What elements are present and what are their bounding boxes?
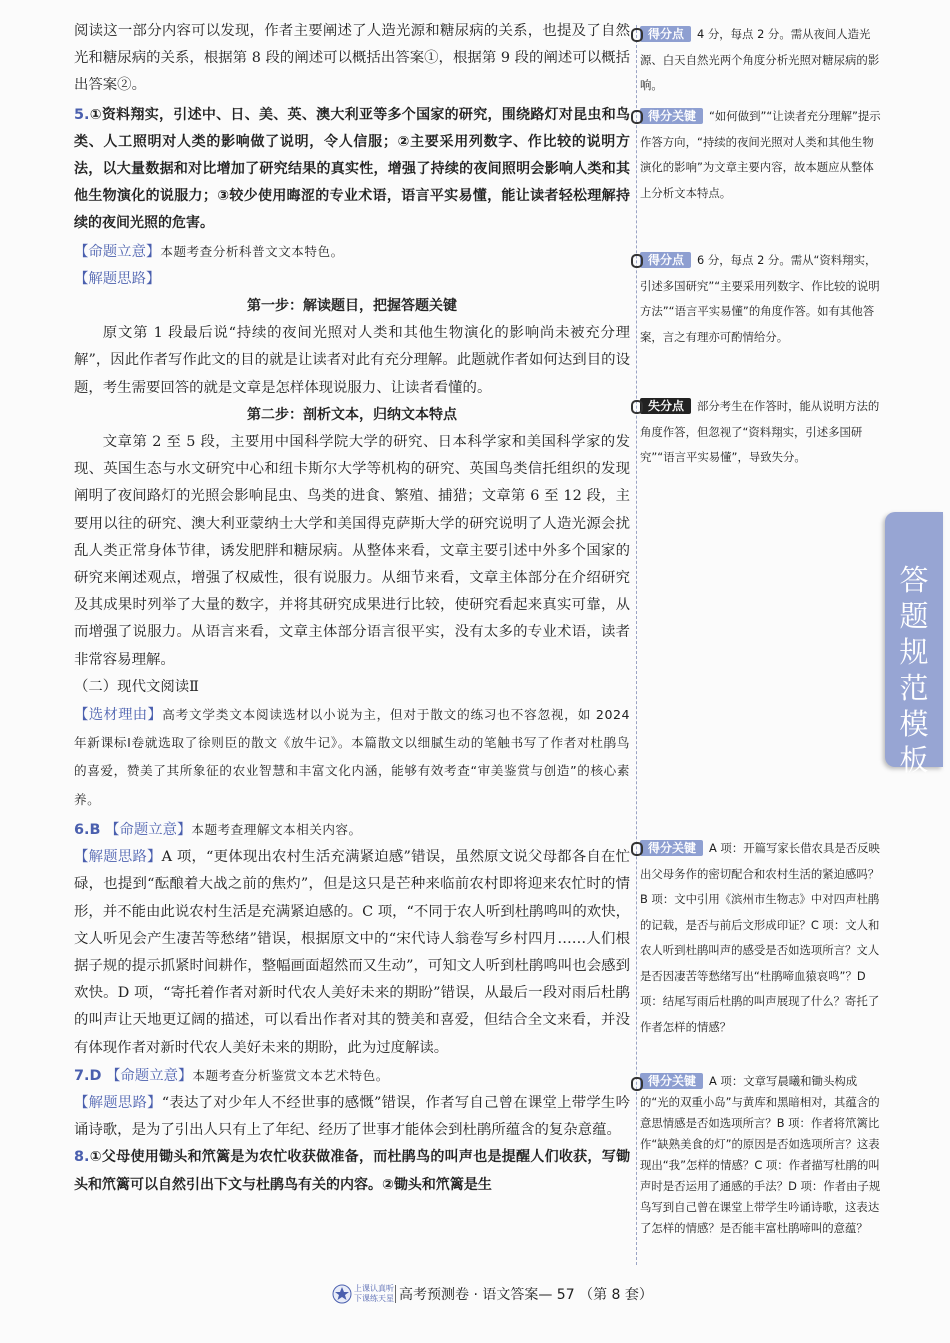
side-note-4 [640,394,885,471]
q6-header [74,816,630,844]
note-label: 得分关键 [640,840,703,856]
footer-separator [395,1285,396,1303]
q8-answer-text: ①父母使用锄头和笊篱是为农忙收获做准备，而杜鹃鸟的叫声也是提醒人们收获，写锄头和笊篱可以自然引出下文与杜鹃鸟有关的内容。②锄头和笊篱是生 [74,1149,630,1193]
side-note-3 [640,248,885,350]
note-text: A 项：文章写晨曦和锄头构成的“光的双重小岛”与黄库和黑暗相对，其蕴含的意思情感是否如选项所言？B 项：作者将笊篱比作“缺熟美食的灯”的原因是否如选项所言？这表现出“我”怎样的情感？C 项：作者描写杜鹃的叫声时是否运用了通感的手法？D 项：作者由子规鸟写到自己曾在课堂上带学生吟诵诗歌，这表达了怎样的情感？是否能丰富杜鹃啼叫的意蕴？ [640,1074,881,1235]
note-label: 失分点 [640,398,691,414]
side-note-5 [640,836,885,1040]
q6-intent-tag: 【命题立意】 [105,821,192,838]
q5-idea-tag: 【解题思路】 [74,270,161,287]
template-side-tab [885,512,943,777]
binder-clip-icon [631,254,643,268]
q6-idea-text: A 项，“更体现出农村生活充满紧迫感”错误，虽然原文说父母都各自在忙碌，也提到“酝酿着大战之前的焦灼”，但是这只是芒种来临前农村即将迎来农忙时的情形，并不能由此说农村生活是充满紧迫感的。C 项，“不同于农人听到杜鹃鸣叫的欢快，文人听见会产生凄苦等愁绪”错误，根据原文中的“宋代诗人翁卷写乡村四月……人们根据子规的提示抓紧时间耕作，整幅画面超然而又生动”，可知文人听到杜鹃鸣叫也会感到欢快。D 项，“寄托着作者对新时代农人美好未来的期盼”错误，从最后一段对雨后杜鹃的叫声让天地更辽阔的描述，可以看出作者对其的赞美和喜爱，但结合全文来看，并没有体现作者对新时代农人美好未来的期盼，此为过度解读。 [74,849,630,1056]
logo-line-2: 下课练天星 [354,1294,394,1303]
step2-title: 第二步：剖析文本，归纳文本特点 [247,406,457,423]
footer-page-info: 高考预测卷 · 语文答案— 57 （第 8 套） [399,1287,653,1303]
star-logo-icon [332,1284,352,1304]
step2-text: 文章第 2 至 5 段，主要用中国科学院大学的研究、日本科学家和美国科学家的发现、英国生态与水文研究中心和纽卡斯尔大学等机构的研究、英国鸟类信托组织的发现阐明了夜间路灯的光照会影响昆虫、鸟类的进食、繁殖、捕猎；文章第 6 至 12 段，主要用以往的研究、澳大利亚蒙纳士大学和美国得克萨斯大学的研究说明了人造光源会扰乱人类正常身体节律，诱发肥胖和糖尿病。从整体来看，文章主要引述中外多个国家的研究来阐述观点，增强了权威性，很有说服力。从细节来看，文章主体部分在介绍研究及其成果时列举了大量的数字，并将其研究成果进行比较，使研究看起来真实可靠，从而增强了说服力。从语言来看，文章主体部分语言很平实，没有太多的专业术语，读者非常容易理解。 [74,434,630,668]
binder-clip-icon [631,28,643,42]
binder-clip-icon [631,110,643,124]
q7-number: 7.D [74,1067,102,1084]
q6-idea [74,844,630,1062]
page-footer [0,1282,950,1312]
note-label: 得分点 [640,252,691,268]
q5-intent-tag: 【命题立意】 [74,243,161,260]
q5-intent [74,238,630,266]
side-note-2 [640,104,885,206]
q5-answer [74,102,630,238]
note-text: A 项：开篇写家长借农具是否反映出父母务作的密切配合和农村生活的紧迫感吗？B 项：文中引用《滨州市生物志》中对四声杜鹃的记载，是否与前后文形成印证？C 项：文人和农人听到杜鹃叫声的感受是否如选项所言？文人是否因凄苦等愁绪写出“杜鹃啼血猿哀鸣”？D 项：结尾写雨后杜鹃的叫声展现了什么？寄托了作者怎样的情感？ [640,841,880,1034]
q7-idea-text: “表达了对少年人不经世事的感慨”错误，作者写自己曾在课堂上带学生吟诵诗歌，是为了引出人只有上了年纪、经历了世事才能体会到杜鹃所蕴含的复杂意蕴。 [74,1094,630,1139]
note-label: 得分关键 [640,1073,703,1089]
note-label: 得分点 [640,26,691,42]
binder-clip-icon [631,1077,643,1091]
q7-header [74,1062,630,1090]
note-text: 部分考生在作答时，能从说明方法的角度作答，但忽视了“资料翔实，引述多国研究”“语言平实易懂”，导致失分。 [640,399,880,464]
footer-logo-text [354,1284,394,1304]
binder-clip-icon [631,400,643,414]
q5-intent-text: 本题考查分析科普文文本特色。 [160,243,344,259]
answer-column [74,18,630,1199]
note-label: 得分关键 [640,108,703,124]
side-note-6 [640,1071,885,1239]
binder-clip-icon [631,842,643,856]
q7-idea-tag: 【解题思路】 [74,1094,162,1111]
side-note-1 [640,22,885,99]
q6-idea-tag: 【解题思路】 [74,849,162,866]
q7-intent-tag: 【命题立意】 [106,1067,193,1084]
reason [74,701,630,814]
q7-idea [74,1090,630,1144]
q5-answer-text: ①资料翔实，引述中、日、美、英、澳大利亚等多个国家的研究，围绕路灯对昆虫和鸟类、人工照明对人类的影响做了说明，令人信服；②主要采用列数字、作比较的说明方法，以大量数据和对比增加了研究结果的真实性，增强了持续的夜间照明会影响人类和其他生物演化的说服力；③较少使用晦涩的专业术语，语言平实易懂，能让读者轻松理解持续的夜间光照的危害。 [74,106,630,232]
side-tab-label: 答题规范模板 [899,563,929,777]
reason-text: 高考文学类文本阅读选材以小说为主，但对于散文的练习也不容忽视，如 2024 年新课标Ⅰ卷就选取了徐则臣的散文《放牛记》。本篇散文以细腻生动的笔触书写了作者对杜鹃鸟的喜爱，赞美了其所象征的农业智慧和丰富文化内涵，能够有效考查“审美鉴赏与创造”的核心素养。 [74,707,630,807]
q6-intent-text: 本题考查理解文本相关内容。 [191,821,362,837]
logo-line-1: 上课认真听 [354,1284,394,1293]
paragraph-intro: 阅读这一部分内容可以发现，作者主要阐述了人造光源和糖尿病的关系，也提及了自然光和糖尿病的关系，根据第 8 段的阐述可以概括出答案①，根据第 9 段的阐述可以概括出答案②。 [74,23,630,94]
q6-number: 6.B [74,821,101,838]
q8-answer [74,1144,630,1198]
note-text: 4 分，每点 2 分。需从夜间人造光源、白天自然光两个角度分析光照对糖尿病的影响。 [640,27,880,92]
q8-number: 8. [74,1149,90,1166]
note-text: “如何做到”“让读者充分理解”提示作答方向，“持续的夜间光照对人类和其他生物演化的影响”为文章主要内容，故本题应从整体上分析文本特点。 [640,109,881,200]
note-text: 6 分，每点 2 分。需从“资料翔实，引述多国研究”“主要采用列数字、作比较的说明方法”“语言平实易懂”的角度作答。如有其他答案，言之有理亦可酌情给分。 [640,253,880,344]
section2-title: （二）现代文阅读Ⅱ [74,678,199,695]
q5-idea [74,266,630,293]
q5-number: 5. [74,106,90,123]
reason-tag: 【选材理由】 [74,707,163,724]
step1-text: 原文第 1 段最后说“持续的夜间光照对人类和其他生物演化的影响尚未被充分理解”，因此作者写作此文的目的就是让读者对此有充分理解。此题就作者如何达到目的设题，考生需要回答的就是文章是怎样体现说服力、让读者看懂的。 [74,325,630,396]
q7-intent-text: 本题考查分析鉴赏文本艺术特色。 [192,1067,389,1083]
step1-title: 第一步：解读题目，把握答题关键 [247,298,457,315]
